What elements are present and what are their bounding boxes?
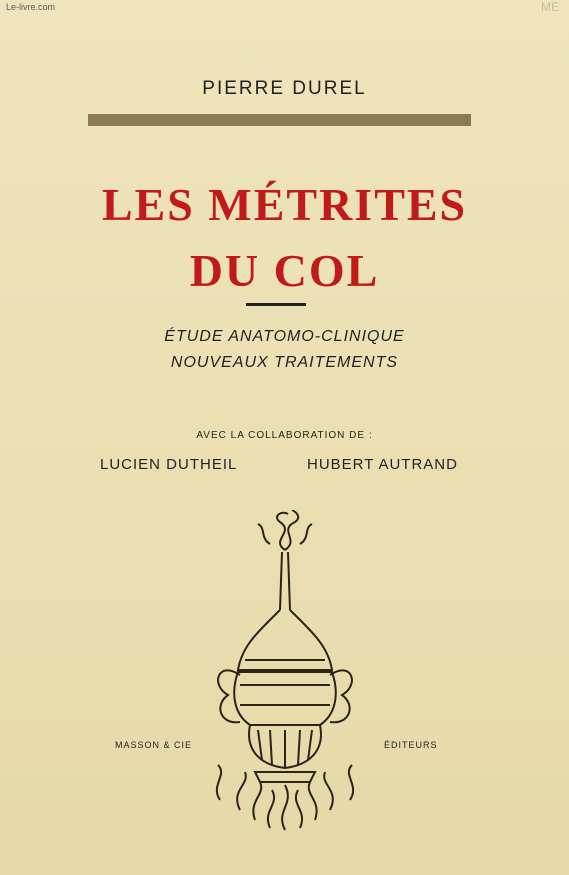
subtitle-line-2: NOUVEAUX TRAITEMENTS (170, 354, 399, 371)
watermark: Le-livre.com (6, 2, 56, 12)
alchemical-vessel-over-flames-icon (200, 510, 370, 840)
collaboration-label: AVEC LA COLLABORATION DE : (196, 430, 373, 441)
title-line-1: LES MÉTRITES (101, 179, 468, 230)
corner-pencil-mark: ME (541, 0, 559, 14)
collaborator-name: HUBERT AUTRAND (307, 456, 458, 473)
publisher-name: MASSON & CIE (115, 740, 193, 750)
top-rule (88, 114, 471, 126)
subtitle-line-1: ÉTUDE ANATOMO-CLINIQUE (164, 328, 405, 345)
title-divider (246, 303, 306, 306)
author-name: PIERRE DUREL (202, 78, 367, 99)
publisher-label: ÉDITEURS (384, 740, 438, 750)
title-line-2: DU COL (189, 245, 380, 296)
collaborator-name: LUCIEN DUTHEIL (100, 456, 238, 473)
